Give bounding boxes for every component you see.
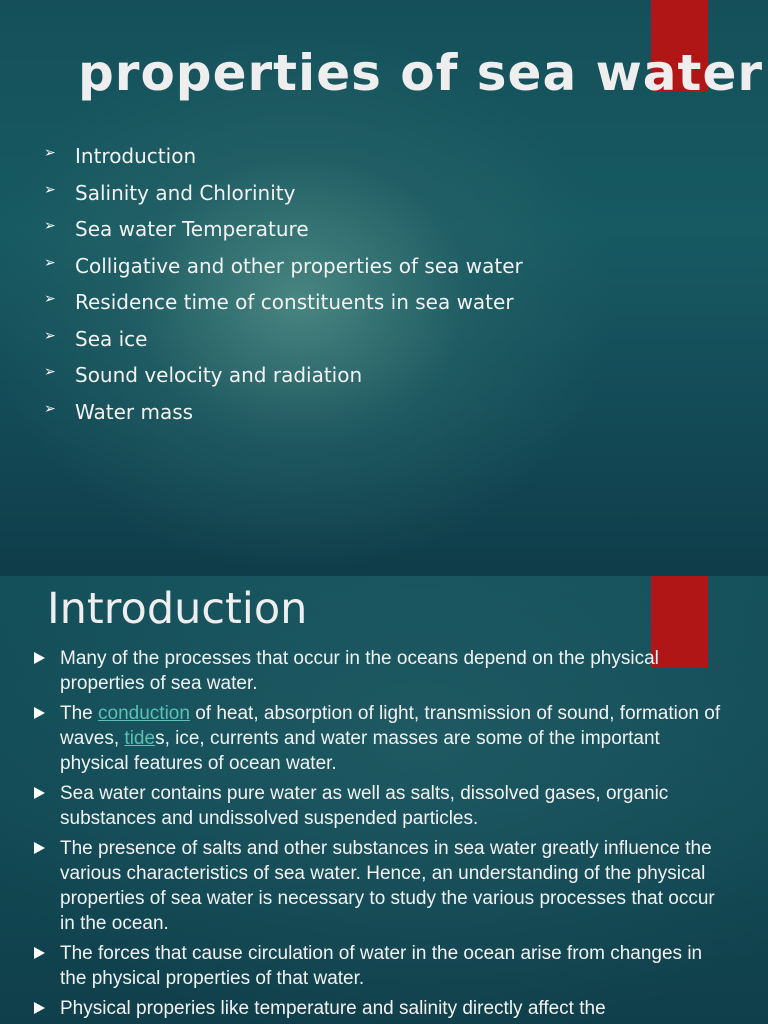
arrow-bullet-icon: ➢ <box>44 181 56 198</box>
arrow-bullet-icon: ➢ <box>44 145 56 162</box>
bullet-item <box>33 781 733 831</box>
arrow-bullet-icon: ➢ <box>44 254 56 271</box>
bullet-text: Many of the processes that occur in the oceans depend on the physical properties of sea water. <box>60 648 659 694</box>
toc-item-label: Sea water Temperature <box>75 217 309 242</box>
bullet-text: Sea water contains pure water as well as salts, dissolved gases, organic substances and undissolved suspended particles. <box>60 783 669 829</box>
triangle-bullet-icon <box>34 652 45 664</box>
intro-bullet-list <box>33 646 733 1024</box>
toc-item-label: Sound velocity and radiation <box>75 363 363 388</box>
bullet-item <box>33 836 733 936</box>
slide-title: properties of sea water <box>78 44 764 102</box>
arrow-bullet-icon: ➢ <box>44 364 56 381</box>
triangle-bullet-icon <box>34 1002 45 1014</box>
arrow-bullet-icon: ➢ <box>44 291 56 308</box>
bullet-text: The presence of salts and other substances in sea water greatly influence the various characteristics of sea water. Hence, an understanding of the physical properties of sea water is necessary to study the various processes that occur in the ocean. <box>60 838 715 934</box>
toc-item-label: Residence time of constituents in sea water <box>75 290 514 315</box>
toc-item-label: Colligative and other properties of sea water <box>75 253 523 278</box>
toc-item <box>44 211 523 248</box>
arrow-bullet-icon: ➢ <box>44 218 56 235</box>
triangle-bullet-icon <box>34 707 45 719</box>
toc-item-label: Salinity and Chlorinity <box>75 180 296 205</box>
triangle-bullet-icon <box>34 842 45 854</box>
arrow-bullet-icon: ➢ <box>44 400 56 417</box>
bullet-item <box>33 941 733 991</box>
toc-list <box>44 138 523 430</box>
bullet-text: of heat, absorption of light, transmission of sound, formation of waves, <box>60 703 721 749</box>
toc-item <box>44 321 523 358</box>
triangle-bullet-icon <box>34 787 45 799</box>
arrow-bullet-icon: ➢ <box>44 327 56 344</box>
slide-2 <box>0 576 768 1024</box>
bullet-text: The forces that cause circulation of water in the ocean arise from changes in the physical properties of that water. <box>60 943 703 989</box>
bullet-item <box>33 996 733 1021</box>
bullet-text: Physical properies like temperature and salinity directly affect the <box>60 998 606 1019</box>
bullet-text: s, ice, currents and water masses are some of the important physical features of ocean water. <box>60 728 660 774</box>
toc-item-label: Introduction <box>75 144 197 169</box>
conduction-link[interactable]: conduction <box>98 703 190 724</box>
toc-item <box>44 175 523 212</box>
toc-item <box>44 138 523 175</box>
bullet-text: The <box>60 703 99 724</box>
toc-item <box>44 284 523 321</box>
toc-item <box>44 248 523 285</box>
triangle-bullet-icon <box>34 947 45 959</box>
toc-item <box>44 394 523 431</box>
tide-link[interactable]: tide <box>124 728 156 749</box>
bullet-item <box>33 646 733 696</box>
slide-title: Introduction <box>47 584 308 634</box>
toc-item-label: Sea ice <box>75 326 148 351</box>
toc-item <box>44 357 523 394</box>
toc-item-label: Water mass <box>75 399 194 424</box>
bullet-item <box>33 701 733 776</box>
